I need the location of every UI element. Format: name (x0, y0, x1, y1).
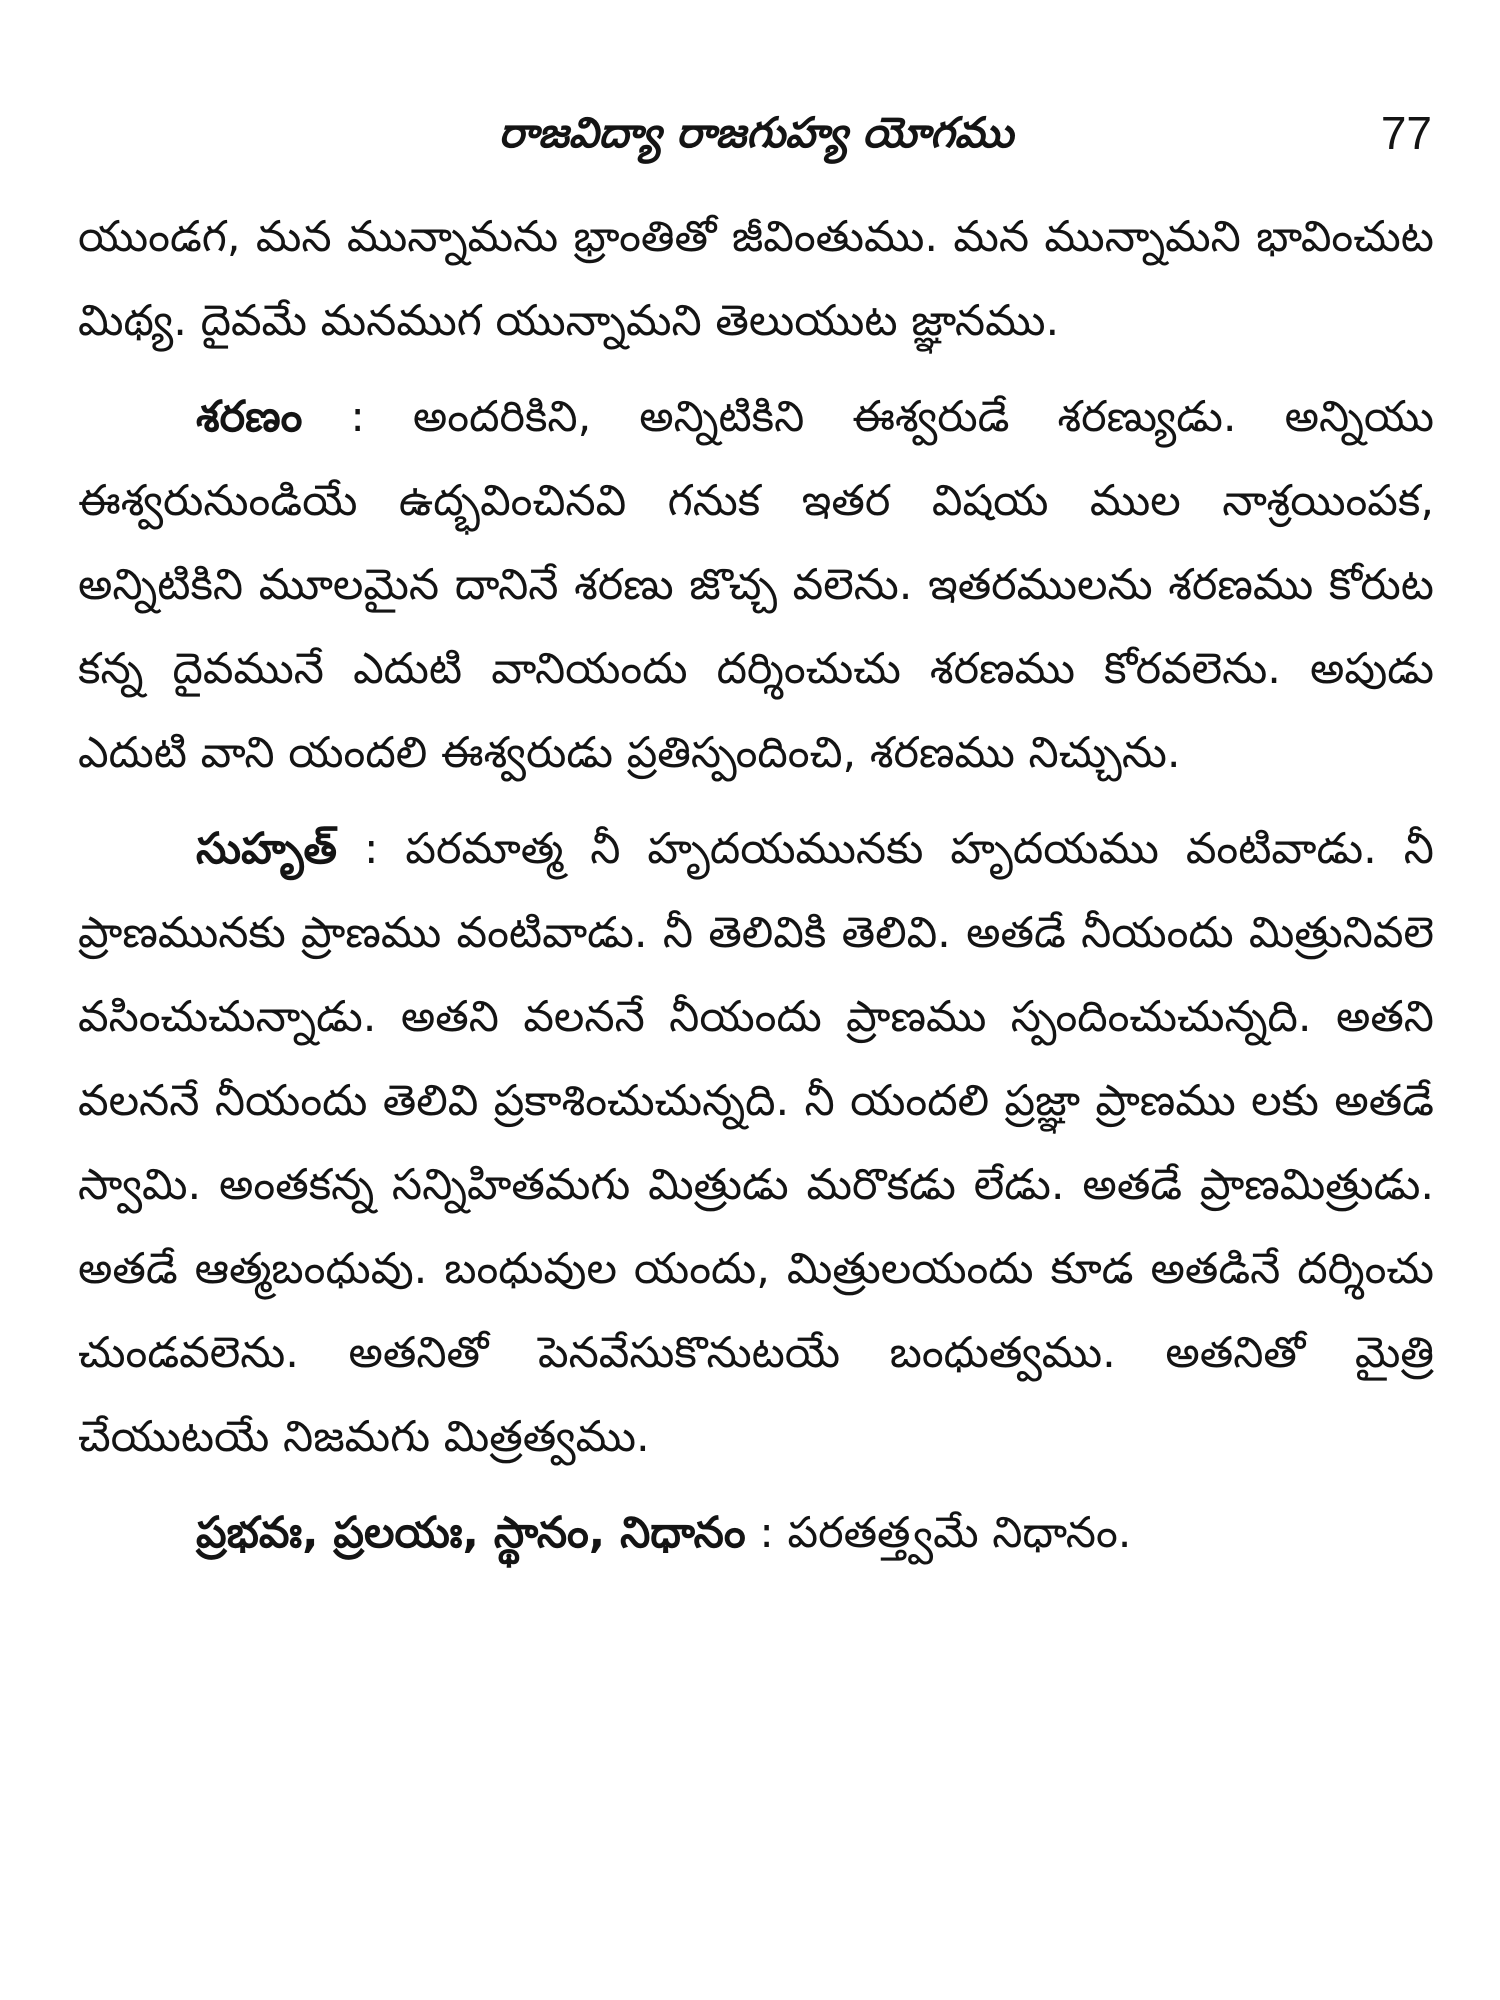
paragraph-prabhava (78, 1491, 1434, 1575)
paragraph-text: : పరమాత్మ నీ హృదయమునకు హృదయము వంటివాడు. నీ ప్రాణమునకు ప్రాణము వంటివాడు. నీ తెలివికి తెలివి. అతడే నీయందు మిత్రునివలె వసించుచున్నాడు. అతని వలననే నీయందు ప్రాణము స్పందించుచున్నది. అతని వలననే నీయందు తెలివి ప్రకాశించుచున్నది. నీ యందలి ప్రజ్ఞా ప్రాణము లకు అతడే స్వామి. అంతకన్న సన్నిహితమగు మిత్రుడు మరొకడు లేడు. అతడే ప్రాణమిత్రుడు. అతడే ఆత్మబంధువు. బంధువుల యందు, మిత్రులయందు కూడ అతడినే దర్శించు చుండవలెను. అతనితో పెనవేసుకొనుటయే బంధుత్వము. అతనితో మైత్రి చేయుటయే నిజమగు మిత్రత్వము. (78, 824, 1434, 1462)
paragraph-continuation (78, 195, 1434, 363)
term-heading: సుహృత్ (196, 824, 337, 874)
chapter-title: రాజవిద్యా రాజగుహ్య యోగము (498, 108, 1014, 157)
term-heading: శరణం (196, 392, 303, 442)
paragraph-text: : అందరికిని, అన్నిటికిని ఈశ్వరుడే శరణ్యుడు. అన్నియు ఈశ్వరునుండియే ఉద్భవించినవి గనుక ఇతర విషయ ముల నాశ్రయింపక, అన్నిటికిని మూలమైన దానినే శరణు జొచ్చ వలెను. ఇతరములను శరణము కోరుట కన్న దైవమునే ఎదుటి వానియందు దర్శించుచు శరణము కోరవలెను. అపుడు ఎదుటి వాని యందలి ఈశ్వరుడు ప్రతిస్పందించి, శరణము నిచ్చును. (78, 392, 1434, 778)
term-heading: ప్రభవః, ప్రలయః, స్థానం, నిధానం (196, 1508, 746, 1558)
body-text (78, 195, 1434, 1575)
page-content (78, 105, 1434, 1965)
paragraph-suhrut (78, 807, 1434, 1479)
paragraph-text: యుండగ, మన మున్నామను భ్రాంతితో జీవింతుము. మన మున్నామని భావించుట మిథ్య. దైవమే మనముగ యున్నామని తెలుయుట జ్ఞానము. (78, 212, 1434, 346)
running-head (78, 105, 1434, 195)
paragraph-text: : పరతత్త్వమే నిధానం. (745, 1508, 1132, 1558)
page-number: 77 (1380, 107, 1432, 159)
paragraph-sharanam (78, 375, 1434, 795)
